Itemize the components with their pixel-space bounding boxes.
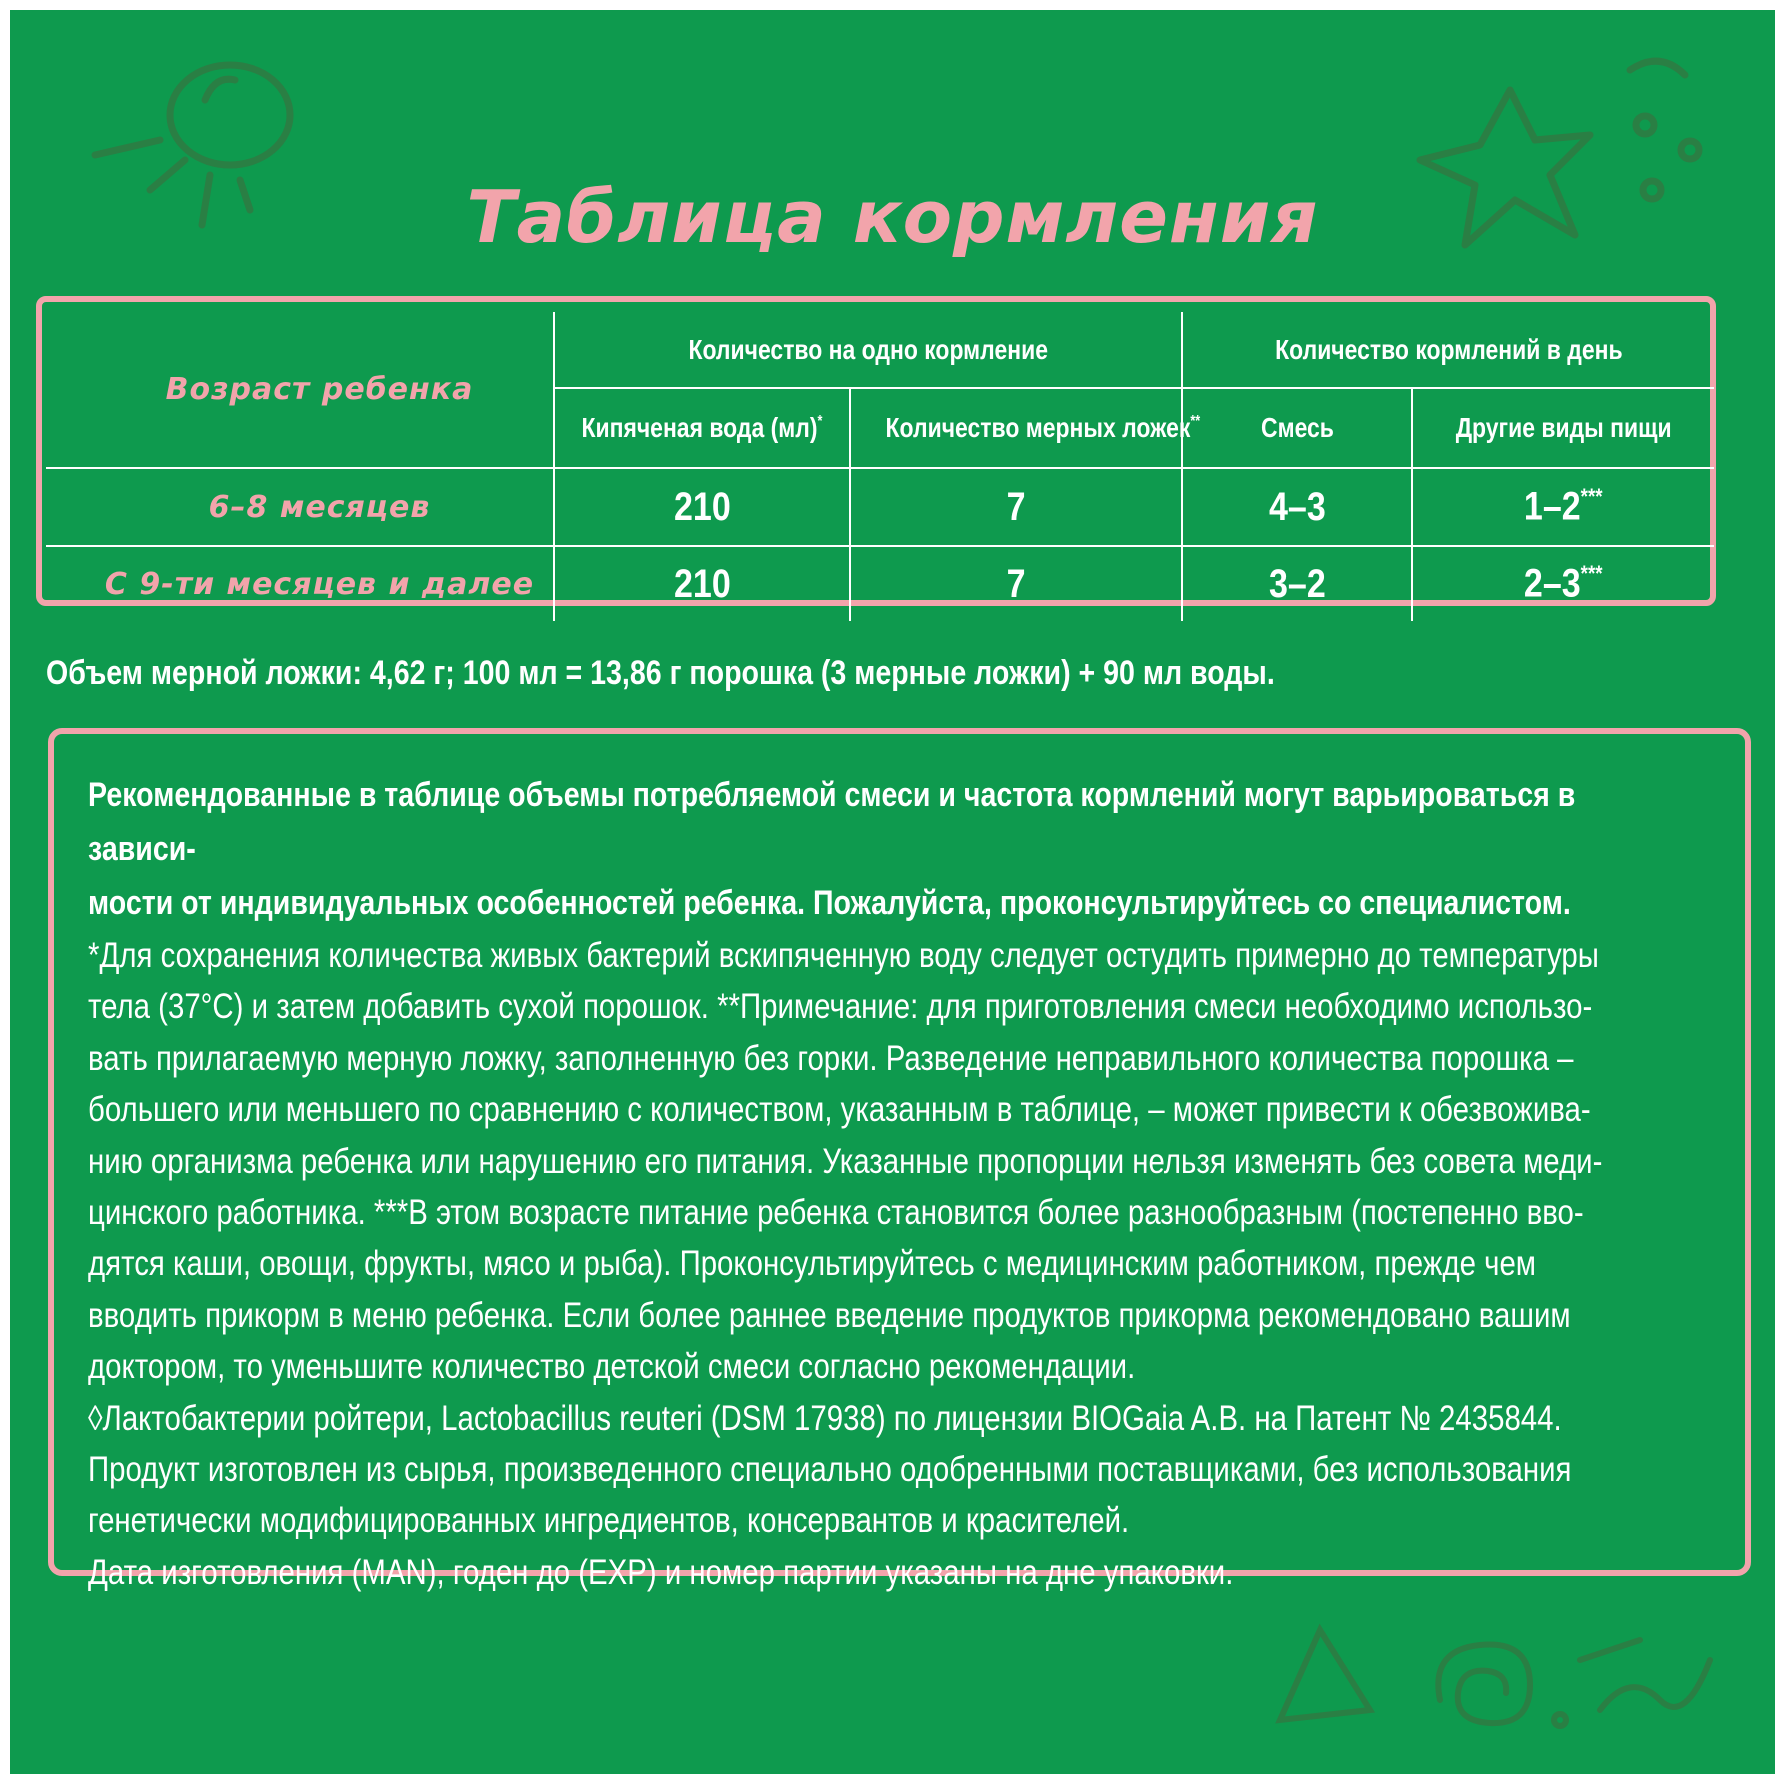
- notice-line: вать прилагаемую мерную ложку, заполненную без горки. Разведение неправильного количества порошка –: [88, 1038, 1574, 1078]
- bottom-doodle-icon: [1260, 1600, 1730, 1750]
- age-header: Возраст ребенка: [165, 372, 474, 407]
- formula-cell: 3–2: [1182, 546, 1412, 621]
- age-cell: 6–8 месяцев: [46, 468, 554, 546]
- notice-line: Продукт изготовлен из сырья, произведенного специально одобренными поставщиками, без использования: [88, 1450, 1572, 1490]
- table-row: [46, 546, 1714, 621]
- notice-bold-line: Рекомендованные в таблице объемы потребляемой смеси и частота кормлений могут варьироваться в зависи-: [88, 776, 1576, 868]
- col-formula-header: Смесь: [1182, 388, 1412, 468]
- notice-line: цинского работника. ***В этом возрасте питание ребенка становится более разнообразным (постепенно вво-: [88, 1193, 1584, 1233]
- group-per-day: Количество кормлений в день: [1182, 312, 1714, 388]
- notice-line: доктором, то уменьшите количество детской смеси согласно рекомендации.: [88, 1347, 1136, 1387]
- water-cell: 210: [554, 546, 850, 621]
- notice-line: Дата изготовления (MAN), годен до (EXP) и номер партии указаны на дне упаковки.: [88, 1552, 1234, 1592]
- notice-line: генетически модифицированных ингредиентов, консервантов и красителей.: [88, 1501, 1130, 1541]
- notice-line: нию организма ребенка или нарушению его питания. Указанные пропорции нельзя изменять без совета меди-: [88, 1141, 1603, 1181]
- table-row: [46, 468, 1714, 546]
- page-title: Таблица кормления: [466, 175, 1319, 259]
- col-spoons-header: Количество мерных ложек**: [850, 388, 1182, 468]
- col-water-header: Кипяченая вода (мл)*: [554, 388, 850, 468]
- other-cell: 2–3***: [1412, 546, 1714, 621]
- water-cell: 210: [554, 468, 850, 546]
- notice-bold-line: мости от индивидуальных особенностей ребенка. Пожалуйста, проконсультируйтесь со специалистом.: [88, 884, 1571, 922]
- formula-cell: 4–3: [1182, 468, 1412, 546]
- notice-line: ◊Лактобактерии ройтери, Lactobacillus reuteri (DSM 17938) по лицензии BIOGaia A.B. на Патент № 2435844.: [88, 1398, 1562, 1438]
- feeding-table: [46, 312, 1714, 621]
- notice-text: [88, 768, 1667, 1598]
- age-header-cell: [46, 312, 554, 468]
- notice-line: *Для сохранения количества живых бактерий вскипяченную воду следует остудить примерно до температуры: [88, 936, 1599, 975]
- notice-line: большего или меньшего по сравнению с количеством, указанным в таблице, – может привести к обезвожива-: [88, 1090, 1591, 1130]
- spoons-cell: 7: [850, 546, 1182, 621]
- age-cell: С 9-ти месяцев и далее: [46, 546, 554, 621]
- notice-line: тела (37°С) и затем добавить сухой порошок. **Примечание: для приготовления смеси необходимо использо-: [88, 987, 1593, 1027]
- other-cell: 1–2***: [1412, 468, 1714, 546]
- notice-line: вводить прикорм в меню ребенка. Если более раннее введение продуктов прикорма рекомендовано вашим: [88, 1295, 1571, 1335]
- measure-line: Объем мерной ложки: 4,62 г; 100 мл = 13,86 г порошка (3 мерные ложки) + 90 мл воды.: [46, 654, 1275, 692]
- notice-line: дятся каши, овощи, фрукты, мясо и рыба). Проконсультируйтесь с медицинским работником, прежде чем: [88, 1244, 1537, 1284]
- spoons-cell: 7: [850, 468, 1182, 546]
- group-per-feeding: Количество на одно кормление: [554, 312, 1182, 388]
- col-other-header: Другие виды пищи: [1412, 388, 1714, 468]
